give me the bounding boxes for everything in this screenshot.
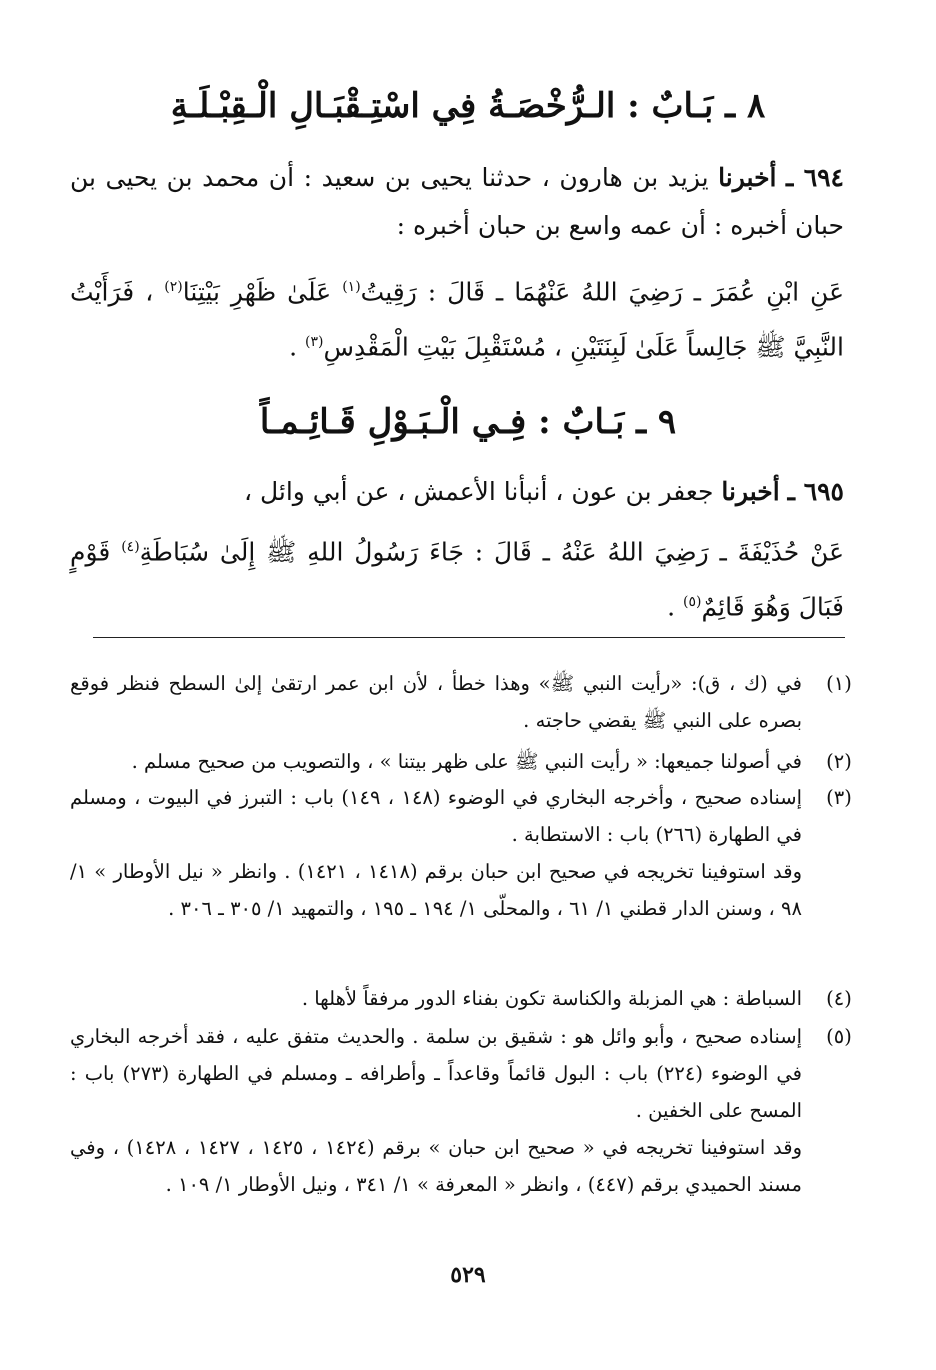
hadith-695-isnad [70,468,844,516]
isnad-text: جعفر بن عون ، أنبأنا الأعمش ، عن أبي وائل ، [243,477,714,506]
page-number: ٥٢٩ [450,1262,486,1288]
chapter-8-heading: ٨ ـ بَـابٌ : الـرُّخْصَـةُ فِي اسْتِـقْبَـالِ الْـقِبْـلَـةِ [170,86,766,126]
footnote-ref-5[interactable]: (٥) [683,594,702,611]
hadith-695-matn [70,522,844,633]
footnote-number: (٥) [826,1025,852,1048]
isnad-lead: أخبرنا [718,163,777,192]
matn-part: عَلَىٰ ظَهْرِ بَيْتِنَا [182,277,332,307]
footnote-2 [70,743,852,780]
footnote-text: في أصولنا جميعها: « رأيت النبي ﷺ على ظهر بيتنا » ، والتصويب من صحيح مسلم . [131,750,802,773]
matn-end: . [289,332,298,362]
footnote-text: إسناده صحيح ، وأبو وائل هو : شقيق بن سلمة . والحديث متفق عليه ، فقد أخرجه البخاري في الوضوء (٢٢٤) باب : البول قائماً وقاعداً ـ وأطرافه ـ ومسلم في الطهارة (٢٧٣) باب : المسح على الخفين . [70,1025,802,1122]
footnote-1 [70,665,852,739]
matn-part: عَنْ حُذَيْفَةَ ـ رَضِيَ اللهُ عَنْهُ ـ قَالَ : جَاءَ رَسُولُ اللهِ ﷺ إِلَىٰ سُبَاطَةِ [139,537,844,567]
isnad-text: يزيد بن هارون ، حدثنا يحيى بن سعيد : أن محمد بن يحيى بن حبان أخبره : أن عمه واسع بن حبان أخبره : [70,163,844,240]
matn-part: قَوْمٍ فَبَالَ وَهُوَ قَائِمٌ [70,537,844,622]
footnote-ref-4[interactable]: (٤) [121,539,140,555]
matn-end: . [667,592,676,622]
matn-part: ، فَرَأَيْتُ النَّبِيَّ ﷺ جَالِساً عَلَىٰ لَبِنَتَيْنِ ، مُسْتَقْبِلَ بَيْتِ الْمَقْدِسِ [70,277,844,362]
footnote-number: (٢) [826,750,852,773]
footnote-number: (٣) [826,786,852,809]
matn-part: عَنِ ابْنِ عُمَرَ ـ رَضِيَ اللهُ عَنْهُمَا ـ قَالَ : رَقِيتُ [360,277,844,307]
footnote-ref-3[interactable]: (٣) [305,334,324,351]
hadith-number: ٦٩٤ ـ [786,163,844,192]
footnote-text: وقد استوفينا تخريجه في « صحيح ابن حبان » برقم (١٤٢٤ ، ١٤٢٥ ، ١٤٢٧ ، ١٤٢٨) ، وفي مسند الحميدي برقم (٤٤٧) ، وانظر « المعرفة » ١/ ٣٤١ ، ونيل الأوطار ١/ ١٠٩ . [70,1136,803,1196]
footnote-text: إسناده صحيح ، وأخرجه البخاري في الوضوء (١٤٨ ، ١٤٩) باب : التبرز في البيوت ، ومسلم في الطهارة (٢٦٦) باب : الاستطابة . [70,786,802,846]
footnote-separator [93,637,845,638]
isnad-lead: أخبرنا [721,477,780,506]
footnote-number: (٤) [826,987,852,1010]
footnote-text: وقد استوفينا تخريجه في صحيح ابن حبان برقم (١٤١٨ ، ١٤٢١) . وانظر « نيل الأوطار » ١/ ٩٨ ، وسنن الدار قطني ١/ ٦١ ، والمحلّى ١/ ١٩٤ ـ ١٩٥ ، والتمهيد ١/ ٣٠٥ ـ ٣٠٦ . [70,860,802,920]
hadith-number: ٦٩٥ ـ [787,477,844,506]
chapter-9-heading: ٩ ـ بَـابٌ : فِـي الْـبَـوْلِ قَـائِـمـاً [259,402,677,442]
hadith-694-matn [70,262,844,373]
footnote-4 [70,980,852,1017]
footnote-text: في (ك ، ق): «رأيت النبي ﷺ» وهذا خطأ ، لأن ابن عمر ارتقىٰ إلىٰ السطح فنظر فوقع بصره على النبي ﷺ يقضي حاجته . [70,672,802,732]
footnote-number: (١) [826,672,852,695]
footnote-3 [70,779,852,927]
footnote-ref-2[interactable]: (٢) [164,279,183,295]
footnote-ref-1[interactable]: (١) [342,279,361,295]
hadith-694-isnad [70,154,844,250]
footnote-5 [70,1018,852,1203]
footnote-text: السباطة : هي المزبلة والكناسة تكون بفناء الدور مرفقاً لأهلها . [301,987,802,1010]
